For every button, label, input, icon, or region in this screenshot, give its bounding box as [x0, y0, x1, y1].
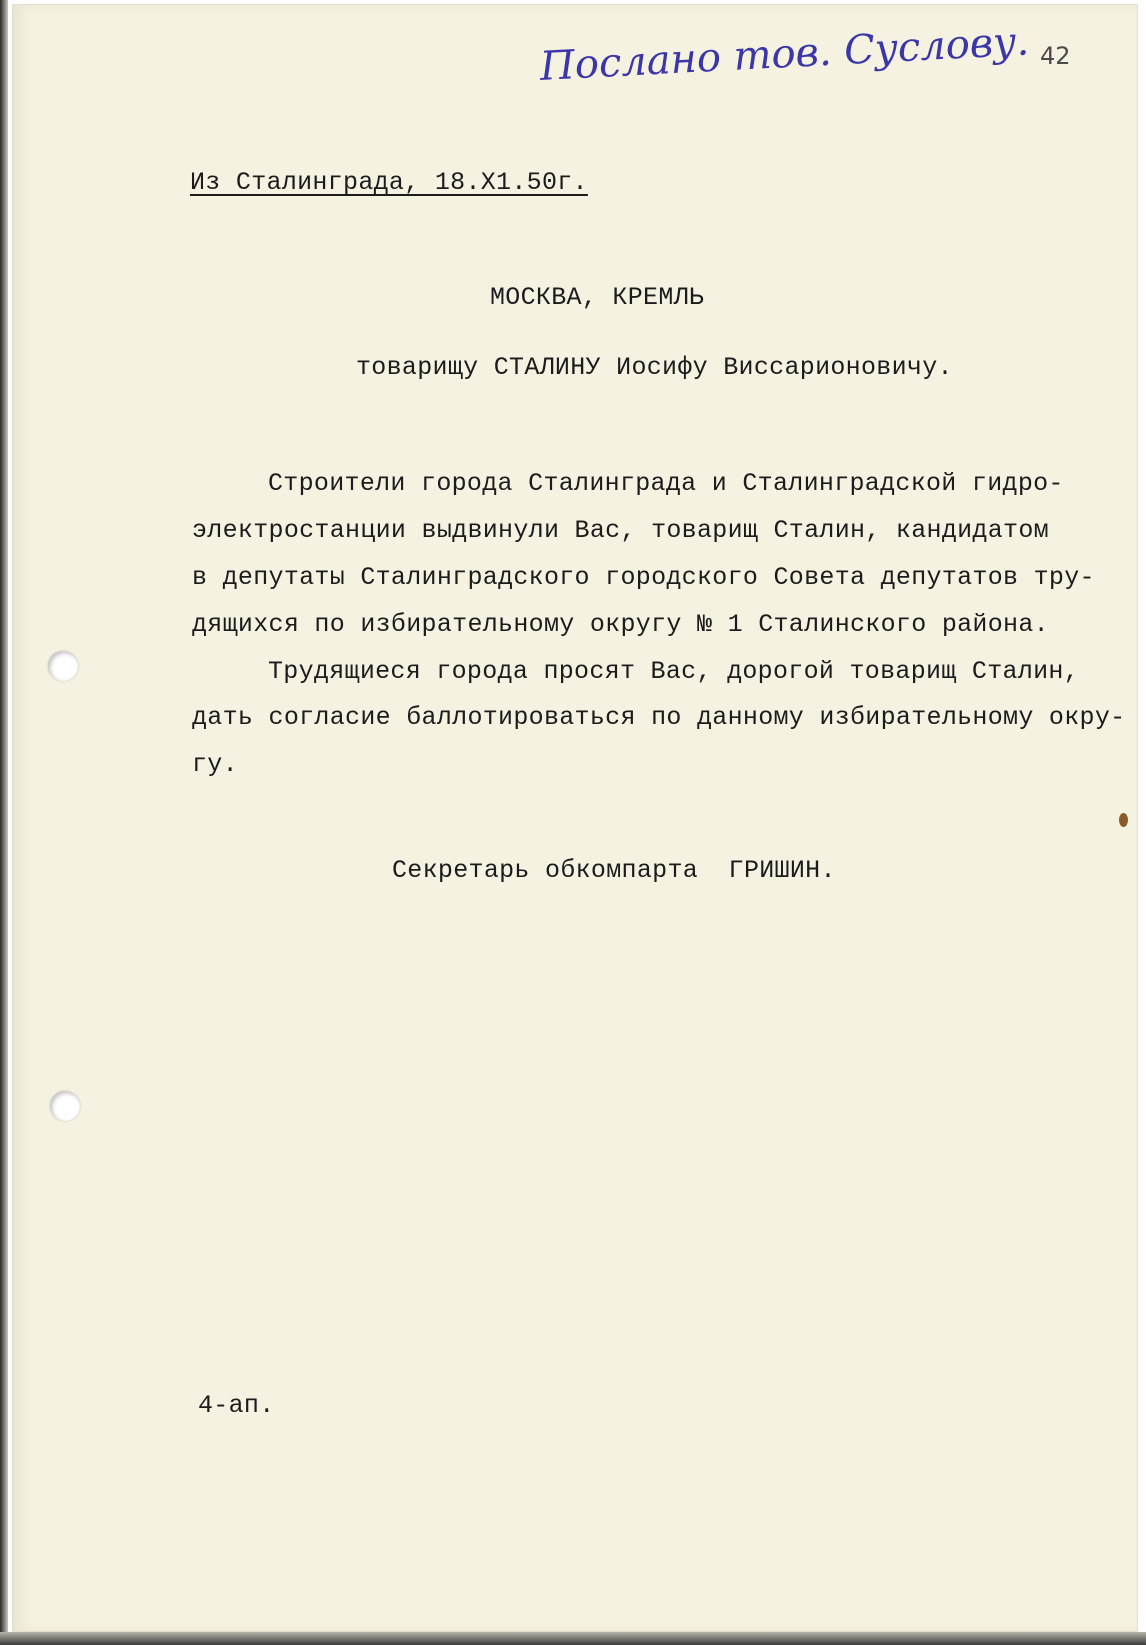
- paper-page: [12, 4, 1138, 1632]
- scan-edge-shadow: [0, 0, 8, 1645]
- body-line-2: электростанции выдвинули Вас, товарищ Сталин, кандидатом: [192, 516, 1049, 545]
- body-line-4: дящихся по избирательному округу № 1 Сталинского района.: [192, 610, 1049, 639]
- address-line-2: товарищу СТАЛИНУ Иосифу Виссарионовичу.: [356, 353, 953, 382]
- body-line-1: Строители города Сталинграда и Сталинградской гидро-: [268, 469, 1064, 498]
- punch-hole-lower: [50, 1091, 80, 1121]
- paper-stain: [1119, 813, 1128, 827]
- body-line-6: дать согласие баллотироваться по данному избирательному окру-: [192, 703, 1126, 732]
- handwritten-note: Послано тов. Суслову.: [538, 18, 1031, 90]
- address-line-1: МОСКВА, КРЕМЛЬ: [490, 283, 705, 312]
- signature-line: Секретарь обкомпарта ГРИШИН.: [392, 856, 836, 885]
- body-line-3: в депутаты Сталинградского городского Совета депутатов тру-: [192, 563, 1095, 592]
- folio-number: 42: [1040, 42, 1071, 70]
- body-line-7: гу.: [192, 750, 238, 779]
- scan-bottom-shadow: [0, 1632, 1146, 1645]
- punch-hole-upper: [48, 651, 78, 681]
- footer-code: 4-ап.: [198, 1391, 275, 1420]
- origin-line: Из Сталинграда, 18.Х1.50г.: [190, 168, 588, 197]
- body-line-5: Трудящиеся города просят Вас, дорогой товарищ Сталин,: [268, 657, 1080, 686]
